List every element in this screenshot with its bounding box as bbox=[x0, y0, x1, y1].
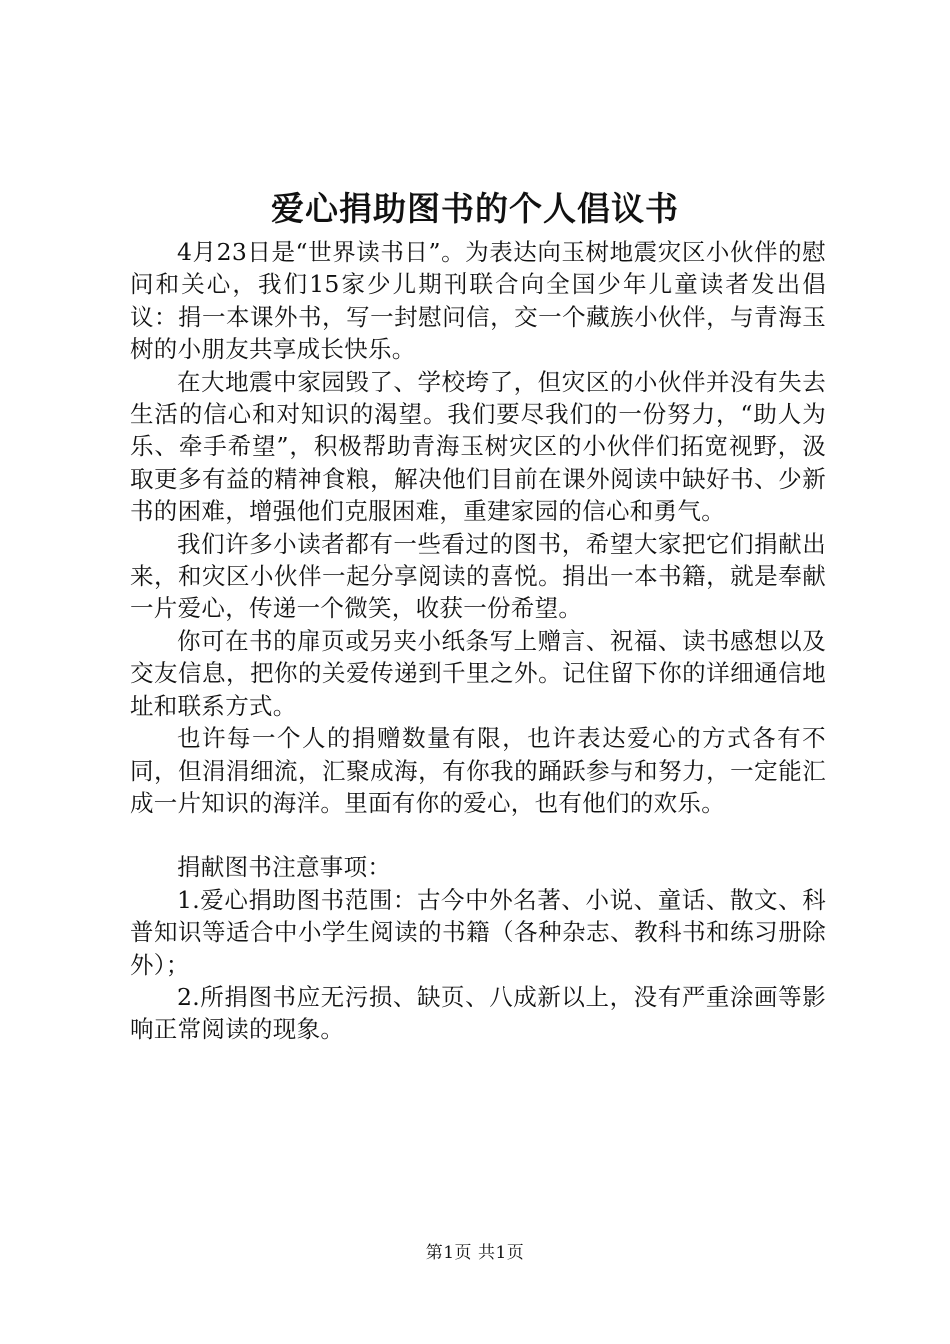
paragraph: 也许每一个人的捐赠数量有限，也许表达爱心的方式各有不同，但涓涓细流，汇聚成海，有你我的踊跃参与和努力，一定能汇成一片知识的海洋。里面有你的爱心，也有他们的欢乐。 bbox=[130, 724, 826, 817]
paragraph: 你可在书的扉页或另夹小纸条写上赠言、祝福、读书感想以及交友信息，把你的关爱传递到千里之外。记住留下你的详细通信地址和联系方式。 bbox=[130, 626, 826, 720]
document-title: 爱心捐助图书的个人倡议书 bbox=[271, 189, 679, 228]
page-footer: 第1页 共1页 bbox=[425, 1243, 525, 1263]
paragraph: 我们许多小读者都有一些看过的图书，希望大家把它们捐献出来，和灾区小伙伴一起分享阅读的喜悦。捐出一本书籍，就是奉献一片爱心，传递一个微笑，收获一份希望。 bbox=[130, 529, 826, 623]
paragraph-gap bbox=[130, 819, 826, 851]
document-body bbox=[130, 236, 826, 1046]
notes-heading: 捐献图书注意事项： bbox=[177, 853, 392, 882]
note-item: 2.所捐图书应无污损、缺页、八成新以上，没有严重涂画等影响正常阅读的现象。 bbox=[130, 982, 826, 1044]
note-item: 1.爱心捐助图书范围：古今中外名著、小说、童话、散文、科普知识等适合中小学生阅读的书籍（各种杂志、教科书和练习册除外）； bbox=[130, 885, 826, 979]
paragraph: 在大地震中家园毁了、学校垮了，但灾区的小伙伴并没有失去生活的信心和对知识的渴望。我们要尽我们的一份努力，“助人为乐、牵手希望”，积极帮助青海玉树灾区的小伙伴们拓宽视野，汲取更多有益的精神食粮，解决他们目前在课外阅读中缺好书、少新书的困难，增强他们克服困难，重建家园的信心和勇气。 bbox=[130, 367, 826, 526]
paragraph: 4月23日是“世界读书日”。为表达向玉树地震灾区小伙伴的慰问和关心，我们15家少儿期刊联合向全国少年儿童读者发出倡议：捐一本课外书，写一封慰问信，交一个藏族小伙伴，与青海玉树的小朋友共享成长快乐。 bbox=[130, 238, 826, 364]
